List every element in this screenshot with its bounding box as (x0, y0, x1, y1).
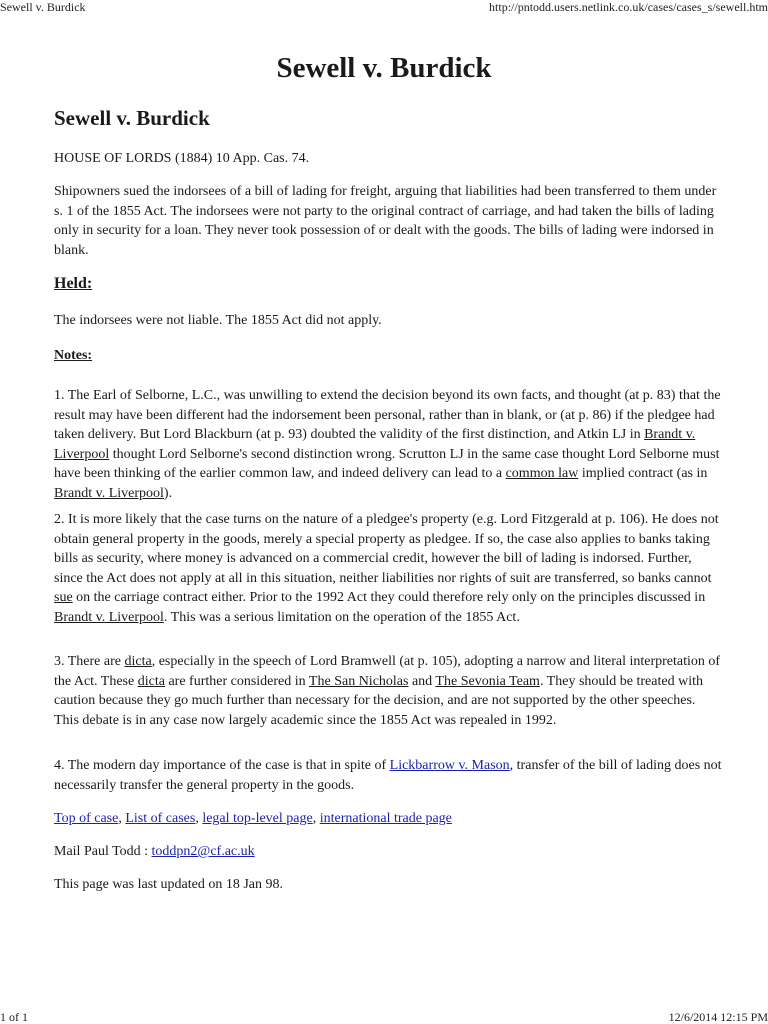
note-4 (54, 756, 722, 795)
last-updated: This page was last updated on 18 Jan 98. (54, 877, 284, 892)
print-timestamp: 12/6/2014 12:15 PM (668, 1010, 768, 1024)
note-3-text: 3. There are (54, 654, 125, 669)
note-1-text: 1. The Earl of Selborne, L.C., was unwilling to extend the decision beyond its own facts, and thought (at p. 83) that the result may have been different had the indorsement been personal, rather than in blank, or (at p. 86) if the pledgee had taken delivery. But Lord Blackburn (at p. 93) doubted the validity of the first distinction, and Atkin LJ in (54, 388, 721, 442)
mail-prefix: Mail Paul Todd : (54, 844, 152, 859)
link-brandt-v-liverpool[interactable]: Brandt v. Liverpool (54, 609, 164, 625)
link-legal-top-level-page[interactable]: legal top-level page (202, 811, 313, 826)
notes-heading: Notes: (54, 348, 93, 363)
note-2-text: on the carriage contract either. Prior to the 1992 Act they could therefore rely only on the principles discussed in (72, 590, 706, 605)
link-brandt-v-liverpool[interactable]: Brandt v. Liverpool (54, 427, 696, 462)
note-3-text: and (408, 673, 436, 689)
note-1-text: ). (163, 485, 173, 501)
note-3-text: are further considered in (164, 673, 309, 689)
link-lickbarrow-v-mason[interactable]: Lickbarrow v. Mason (389, 758, 510, 773)
note-1 (54, 386, 722, 503)
page-count: 1 of 1 (0, 1010, 28, 1024)
case-heading: Sewell v. Burdick (54, 106, 210, 130)
citation: HOUSE OF LORDS (1884) 10 App. Cas. 74. (54, 151, 310, 166)
held-heading: Held: (54, 275, 93, 292)
held-paragraph: The indorsees were not liable. The 1855 Act did not apply. (54, 313, 382, 328)
print-header-title: Sewell v. Burdick (0, 0, 86, 14)
link-dicta[interactable]: dicta (124, 654, 152, 669)
note-2-text: . This was a serious limitation on the operation of the 1855 Act. (163, 609, 520, 625)
note-4-text: 4. The modern day importance of the case is that in spite of (54, 758, 390, 773)
note-2-text: 2. It is more likely that the case turns on the nature of a pledgee's property (e.g. Lord Fitzgerald at p. 106). He does not obtain general property in the goods, merely a special property as pledgee. If so, the case also applies to banks taking bills as security, where money is advanced on a commercial credit, however the bill of lading is indorsed. Further, since the Act does not apply at all in this situation, neither liabilities nor rights of suit are transferred, so banks cannot (54, 512, 719, 586)
note-3-text: , especially in the speech of Lord Bramwell (at p. 105), adopting a narrow and literal interpretation of the Act. These (54, 654, 721, 689)
note-3 (54, 652, 722, 730)
nav-separator: , (195, 811, 203, 826)
link-brandt-v-liverpool[interactable]: Brandt v. Liverpool (54, 485, 164, 501)
print-footer (0, 1010, 768, 1024)
nav-links (54, 809, 722, 829)
note-4-text: , transfer of the bill of lading does not necessarily transfer the general property in the goods. (54, 758, 722, 793)
print-header-url: http://pntodd.users.netlink.co.uk/cases/cases_s/sewell.htm (489, 0, 768, 14)
link-international-trade-page[interactable]: international trade page (319, 811, 452, 826)
mail-line (54, 842, 722, 862)
link-sue[interactable]: sue (54, 590, 73, 605)
link-the-san-nicholas[interactable]: The San Nicholas (308, 673, 409, 689)
note-3-text: . They should be treated with caution because they go much further than necessary for the decision, and are not supported by the other speeches. This debate is in any case now largely academic since the 1855 Act was repealed in 1992. (54, 673, 703, 728)
nav-separator: , (312, 811, 320, 826)
link-dicta[interactable]: dicta (137, 673, 165, 689)
link-top-of-case[interactable]: Top of case (54, 811, 119, 826)
link-the-sevonia-team[interactable]: The Sevonia Team (435, 673, 540, 689)
note-1-text: thought Lord Selborne's second distinction wrong. Scrutton LJ in the same case thought Lord Selborne must have been thinking of the earlier common law, and indeed delivery can lead to a (54, 446, 720, 481)
page-title: Sewell v. Burdick (276, 52, 492, 84)
email-link[interactable]: toddpn2@cf.ac.uk (151, 844, 255, 859)
print-header (0, 0, 768, 14)
link-list-of-cases[interactable]: List of cases (125, 811, 196, 826)
note-1-text: implied contract (as in (578, 466, 708, 481)
facts-paragraph: Shipowners sued the indorsees of a bill of lading for freight, arguing that liabilities had been transferred to them under s. 1 of the 1855 Act. The indorsees were not party to the original contract of carriage, and had taken the bills of lading only in security for a loan. They never took possession of or dealt with the goods. The bills of lading were indorsed in blank. (54, 184, 717, 258)
note-2 (54, 510, 722, 627)
nav-separator: , (118, 811, 126, 826)
link-common-law[interactable]: common law (505, 466, 579, 481)
